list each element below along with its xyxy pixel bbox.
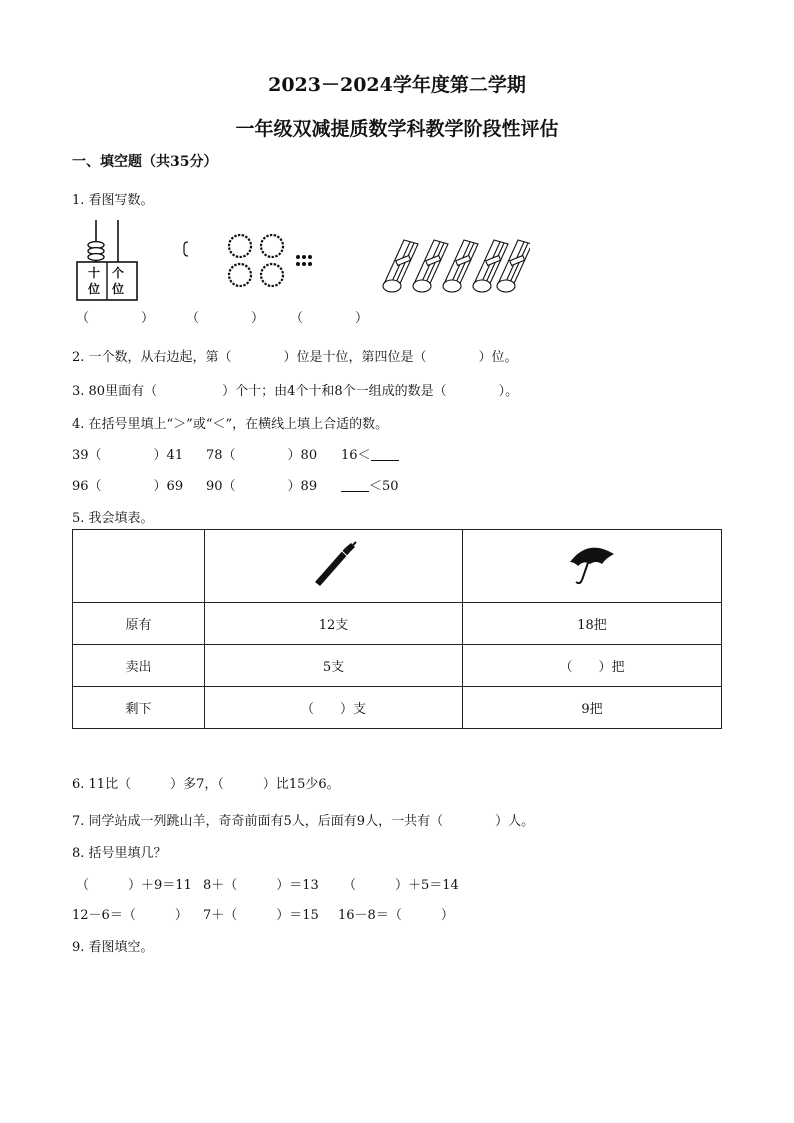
q4-item-6[interactable]	[341, 475, 399, 494]
q8-item-6[interactable]: 16－8＝（ ）	[338, 908, 454, 923]
umbrella-header-cell	[463, 530, 722, 603]
question-2: 2. 一个数，从右边起，第（ ）位是十位，第四位是（ ）位。	[72, 350, 518, 365]
section-heading: 一、填空题（共35分）	[72, 154, 218, 170]
abacus-tens-label-b: 位	[88, 282, 101, 296]
page-subtitle: 一年级双减提质数学科教学阶段性评估	[235, 118, 559, 140]
q8-item-1[interactable]: （ ）＋9＝11	[76, 878, 192, 893]
table-corner-cell	[73, 530, 205, 603]
abacus-ones-label-a: 个	[112, 266, 125, 280]
question-5: 5. 我会填表。	[72, 511, 154, 526]
question-1: 1. 看图写数。	[72, 193, 154, 208]
q1-blank-2[interactable]: （ ）	[186, 311, 265, 326]
question-7[interactable]: 7. 同学站成一列跳山羊，奇奇前面有5人，后面有9人，一共有（ ）人。	[72, 814, 535, 829]
answer-line[interactable]	[371, 448, 399, 461]
umbrella-sold-cell[interactable]: （ ）把	[463, 645, 722, 687]
q8-item-2[interactable]: 8＋（ ）＝13	[203, 878, 319, 893]
q4-item-3[interactable]	[341, 444, 399, 463]
question-8: 8. 括号里填几？	[72, 846, 167, 861]
question-3: 3. 80里面有（ ）个十；由4个十和8个一组成的数是（ ）。	[72, 384, 519, 399]
question-4: 4. 在括号里填上“＞”或“＜”，在横线上填上合适的数。	[72, 417, 389, 432]
abacus-figure	[76, 218, 138, 302]
q4-item-4[interactable]: 96（ ）69	[72, 479, 184, 494]
row-label-original: 原有	[73, 603, 205, 645]
pen-original-cell: 12支	[205, 603, 463, 645]
stick-bundles-figure	[368, 214, 530, 294]
q8-item-3[interactable]: （ ）＋5＝14	[343, 878, 459, 893]
abacus-icon	[76, 218, 138, 302]
q4-item-5[interactable]: 90（ ）89	[206, 479, 318, 494]
q1-blank-3[interactable]: （ ）	[290, 311, 369, 326]
pen-sold-cell: 5支	[205, 645, 463, 687]
page-title: 2023－2024学年度第二学期	[268, 74, 526, 96]
q4-item-3-text: 16＜	[341, 448, 371, 463]
answer-line[interactable]	[341, 479, 369, 492]
row-label-remaining: 剩下	[73, 687, 205, 729]
stick-bundle-icon	[368, 214, 530, 294]
q4-item-6-text: ＜50	[369, 479, 399, 494]
table-row	[73, 603, 722, 645]
bead-groups-figure	[180, 232, 325, 292]
q8-item-5[interactable]: 7＋（ ）＝15	[203, 908, 319, 923]
pen-header-cell	[205, 530, 463, 603]
umbrella-remaining-cell: 9把	[463, 687, 722, 729]
pen-icon	[309, 540, 359, 588]
q8-item-4[interactable]: 12－6＝（ ）	[72, 908, 188, 923]
question-9: 9. 看图填空。	[72, 940, 154, 955]
table-header-row	[73, 530, 722, 603]
umbrella-original-cell: 18把	[463, 603, 722, 645]
pen-remaining-cell[interactable]: （ ）支	[205, 687, 463, 729]
abacus-tens-label-a: 十	[88, 266, 101, 280]
q4-item-1[interactable]: 39（ ）41	[72, 448, 184, 463]
row-label-sold: 卖出	[73, 645, 205, 687]
umbrella-icon	[566, 540, 618, 588]
abacus-ones-label-b: 位	[112, 282, 125, 296]
q1-blank-1[interactable]: （ ）	[76, 311, 155, 326]
question-6[interactable]: 6. 11比（ ）多7，（ ）比15少6。	[72, 777, 340, 792]
table-row	[73, 645, 722, 687]
sales-table	[72, 529, 722, 729]
bead-rings-icon	[180, 232, 325, 292]
q4-item-2[interactable]: 78（ ）80	[206, 448, 318, 463]
table-row	[73, 687, 722, 729]
